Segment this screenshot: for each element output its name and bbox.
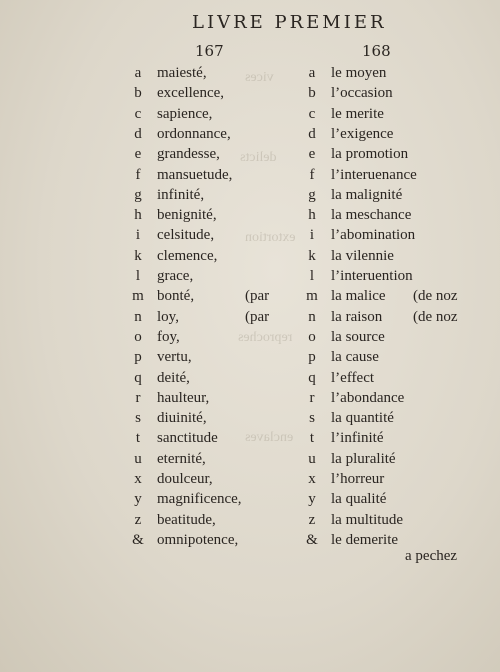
- left-term: omnipotence,: [157, 532, 239, 548]
- right-key-letter: f: [309, 167, 315, 183]
- show-through-text: delicts: [240, 150, 277, 165]
- right-term: la cause: [331, 349, 379, 365]
- left-key-letter: &: [132, 532, 144, 548]
- list-row: [0, 469, 500, 489]
- right-term: l’exigence: [331, 126, 394, 142]
- list-row: [0, 104, 500, 124]
- show-through-text: reproches: [238, 330, 293, 345]
- right-term: l’interuention: [331, 268, 413, 284]
- list-row: [0, 368, 500, 388]
- right-key-letter: t: [309, 430, 315, 446]
- left-key-letter: x: [134, 471, 142, 487]
- right-key-letter: d: [308, 126, 316, 142]
- left-term: sanctitude: [157, 430, 218, 446]
- left-note: (par: [245, 309, 270, 325]
- left-key-letter: b: [134, 85, 142, 101]
- left-term: mansuetude,: [157, 167, 233, 183]
- left-term: loy,: [157, 309, 179, 325]
- left-key-letter: s: [135, 410, 141, 426]
- list-row: [0, 489, 500, 509]
- list-row: [0, 266, 500, 286]
- left-term: ordonnance,: [157, 126, 231, 142]
- right-key-letter: a: [308, 65, 316, 81]
- right-key-letter: q: [308, 370, 316, 386]
- left-key-letter: t: [135, 430, 141, 446]
- right-term: la source: [331, 329, 385, 345]
- right-term: la multitude: [331, 512, 404, 528]
- right-term: la meschance: [331, 207, 412, 223]
- list-row: [0, 246, 500, 266]
- left-term: diuinité,: [157, 410, 207, 426]
- list-row: [0, 327, 500, 347]
- column-number-left: 167: [195, 42, 224, 60]
- right-key-letter: g: [308, 187, 316, 203]
- list-row: [0, 530, 500, 550]
- right-term: l’abomination: [331, 227, 416, 243]
- right-key-letter: x: [308, 471, 316, 487]
- list-row: [0, 307, 500, 327]
- right-term: l’interuenance: [331, 167, 417, 183]
- left-term: doulceur,: [157, 471, 213, 487]
- right-note: (de noz: [413, 288, 458, 304]
- left-term: foy,: [157, 329, 180, 345]
- left-key-letter: f: [135, 167, 141, 183]
- list-row: [0, 449, 500, 469]
- left-key-letter: k: [134, 248, 142, 264]
- list-row: [0, 286, 500, 306]
- list-row: [0, 347, 500, 367]
- right-key-letter: b: [308, 85, 316, 101]
- right-key-letter: e: [308, 146, 316, 162]
- right-key-letter: n: [308, 309, 316, 325]
- left-term: celsitude,: [157, 227, 215, 243]
- left-term: infinité,: [157, 187, 205, 203]
- column-number-right: 168: [362, 42, 391, 60]
- left-key-letter: n: [134, 309, 142, 325]
- left-term: magnificence,: [157, 491, 242, 507]
- list-row: [0, 428, 500, 448]
- right-term: le moyen: [331, 65, 387, 81]
- left-term: haulteur,: [157, 390, 210, 406]
- left-term: eternité,: [157, 451, 206, 467]
- left-key-letter: z: [134, 512, 142, 528]
- right-term: la malignité: [331, 187, 403, 203]
- right-key-letter: k: [308, 248, 316, 264]
- right-term: l’effect: [331, 370, 375, 386]
- left-term: sapience,: [157, 106, 213, 122]
- right-term: l’horreur: [331, 471, 385, 487]
- left-key-letter: h: [134, 207, 142, 223]
- catchword: a pechez: [405, 548, 458, 564]
- right-key-letter: i: [309, 227, 315, 243]
- page-header: LIVRE PREMIER: [192, 12, 387, 33]
- right-key-letter: c: [308, 106, 316, 122]
- list-row: [0, 205, 500, 225]
- right-note: (de noz: [413, 309, 458, 325]
- right-key-letter: h: [308, 207, 316, 223]
- left-key-letter: u: [134, 451, 142, 467]
- left-term: clemence,: [157, 248, 218, 264]
- left-key-letter: p: [134, 349, 142, 365]
- list-row: [0, 83, 500, 103]
- right-term: la qualité: [331, 491, 387, 507]
- right-key-letter: u: [308, 451, 316, 467]
- right-key-letter: s: [309, 410, 315, 426]
- left-key-letter: y: [134, 491, 142, 507]
- list-row: [0, 63, 500, 83]
- left-note: (par: [245, 288, 270, 304]
- right-key-letter: p: [308, 349, 316, 365]
- list-row: [0, 165, 500, 185]
- left-key-letter: i: [135, 227, 141, 243]
- left-key-letter: o: [134, 329, 142, 345]
- right-term: le merite: [331, 106, 384, 122]
- show-through-text: vices: [245, 70, 274, 85]
- left-key-letter: g: [134, 187, 142, 203]
- list-row: [0, 408, 500, 428]
- right-term: l’infinité: [331, 430, 384, 446]
- left-key-letter: e: [134, 146, 142, 162]
- right-key-letter: &: [306, 532, 318, 548]
- right-term: la raison: [331, 309, 383, 325]
- right-key-letter: z: [308, 512, 316, 528]
- left-term: excellence,: [157, 85, 225, 101]
- left-term: deité,: [157, 370, 190, 386]
- right-term: la pluralité: [331, 451, 396, 467]
- left-key-letter: r: [135, 390, 141, 406]
- show-through-text: extortion: [245, 230, 296, 245]
- list-row: [0, 388, 500, 408]
- right-key-letter: y: [308, 491, 316, 507]
- left-term: beatitude,: [157, 512, 216, 528]
- right-term: la vilennie: [331, 248, 394, 264]
- left-key-letter: d: [134, 126, 142, 142]
- left-term: bonté,: [157, 288, 195, 304]
- right-term: la promotion: [331, 146, 409, 162]
- left-key-letter: q: [134, 370, 142, 386]
- right-term: la malice: [331, 288, 386, 304]
- left-key-letter: a: [134, 65, 142, 81]
- left-key-letter: m: [132, 288, 144, 304]
- list-row: [0, 510, 500, 530]
- list-row: [0, 124, 500, 144]
- right-key-letter: l: [309, 268, 315, 284]
- left-key-letter: l: [135, 268, 141, 284]
- right-term: l’occasion: [331, 85, 393, 101]
- left-term: benignité,: [157, 207, 217, 223]
- list-row: [0, 144, 500, 164]
- right-term: l’abondance: [331, 390, 405, 406]
- list-row: [0, 185, 500, 205]
- left-term: grandesse,: [157, 146, 220, 162]
- right-term: la quantité: [331, 410, 394, 426]
- left-term: vertu,: [157, 349, 192, 365]
- list-row: [0, 225, 500, 245]
- left-key-letter: c: [134, 106, 142, 122]
- right-key-letter: r: [309, 390, 315, 406]
- right-term: le demerite: [331, 532, 399, 548]
- left-term: maiesté,: [157, 65, 207, 81]
- right-key-letter: o: [308, 329, 316, 345]
- show-through-text: enclaves: [245, 430, 294, 445]
- right-key-letter: m: [306, 288, 318, 304]
- left-term: grace,: [157, 268, 194, 284]
